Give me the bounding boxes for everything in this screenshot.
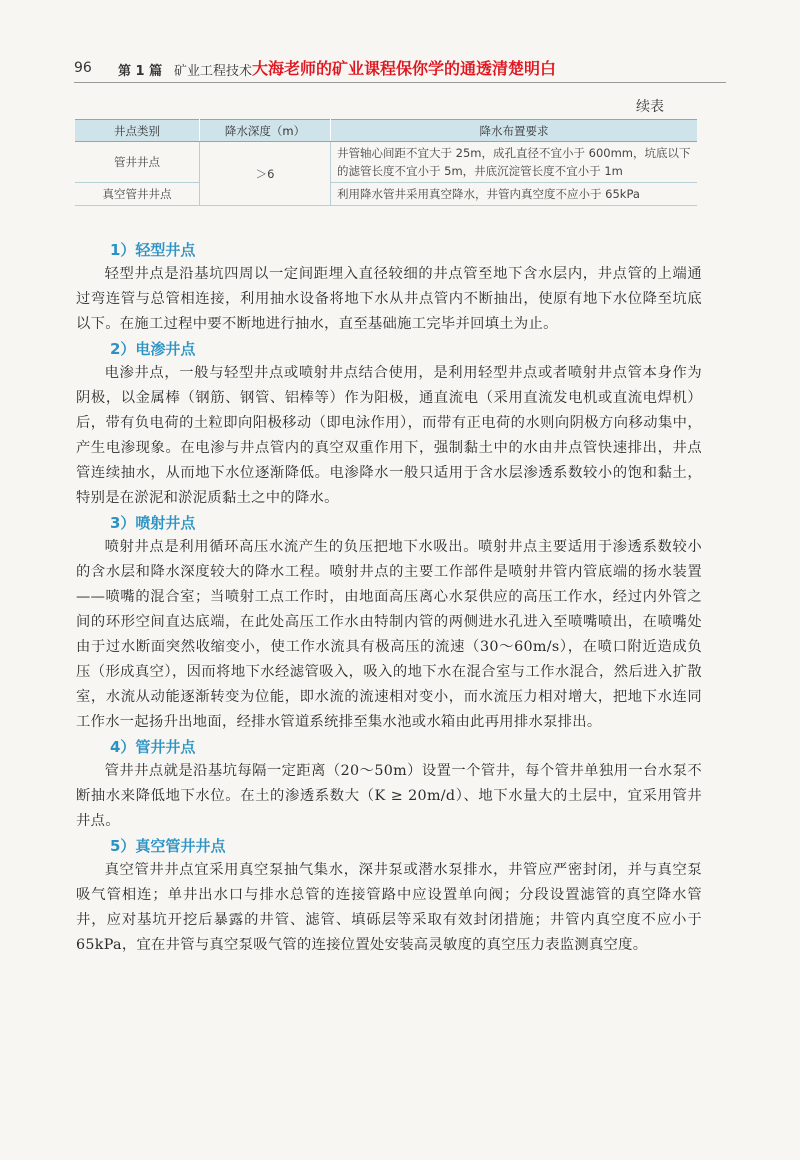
table-cell: 井管轴心间距不宜大于 25m，成孔直径不宜小于 600mm，坑底以下的滤管长度不宜小于 5m，井底沉淀管长度不宜小于 1m bbox=[331, 142, 698, 183]
section-heading: 3）喷射井点 bbox=[110, 514, 196, 532]
dewatering-table bbox=[75, 119, 697, 206]
body-content bbox=[76, 238, 702, 958]
column-header: 井点类别 bbox=[75, 120, 200, 142]
page-number: 96 bbox=[74, 60, 92, 76]
overlay-caption: 大海老师的矿业课程保你学的通透清楚明白 bbox=[252, 59, 557, 78]
running-header bbox=[74, 56, 726, 80]
section-paragraph: 喷射井点是利用循环高压水流产生的负压把地下水吸出。喷射井点主要适用于渗透系数较小的含水层和降水深度较大的降水工程。喷射井点的主要工作部件是喷射井管内管底端的扬水装置——喷嘴的混合室；当喷射工点工作时，由地面高压离心水泵供应的高压工作水，经过内外管之间的环形空间直达底端，在此处高压工作水由特制内管的两侧进水孔进入至喷嘴喷出，在喷嘴处由于过水断面突然收缩变小，使工作水流具有极高压的流速（30～60m/s），在喷口附近造成负压（形成真空），因而将地下水经滤管吸入，吸入的地下水在混合室与工作水混合，然后进入扩散室，水流从动能逐渐转变为位能，即水流的流速相对变小，而水流压力相对增大，把地下水连同工作水一起扬升出地面，经排水管道系统排至集水池或水箱由此再用排水泵排出。 bbox=[76, 539, 702, 730]
table-caption: 续表 bbox=[636, 99, 664, 115]
table-row bbox=[75, 183, 697, 206]
section-paragraph: 电渗井点，一般与轻型井点或喷射井点结合使用，是利用轻型井点或者喷射井点管本身作为阴极，以金属棒（钢筋、钢管、铝棒等）作为阳极，通直流电（采用直流发电机或直流电焊机）后，带有负电荷的土粒即向阳极移动（即电泳作用），而带有正电荷的水则向阴极方向移动集中，产生电渗现象。在电渗与井点管内的真空双重作用下，强制黏土中的水由井点管快速排出，井点管连续抽水，从而地下水位逐渐降低。电渗降水一般只适用于含水层渗透系数较小的饱和黏土，特别是在淤泥和淤泥质黏土之中的降水。 bbox=[76, 365, 702, 506]
section-paragraph: 真空管井井点宜采用真空泵抽气集水，深井泵或潜水泵排水，井管应严密封闭，并与真空泵吸气管相连；单井出水口与排水总管的连接管路中应设置单向阀；分段设置滤管的真空降水管井，应对基坑开挖后暴露的井管、滤管、填砾层等采取有效封闭措施；井管内真空度不应小于 65kPa，宜在井管与真空泵吸气管的连接位置处安装高灵敏度的真空压力表监测真空度。 bbox=[76, 862, 702, 953]
table-cell: 管井井点 bbox=[75, 142, 200, 183]
section-heading: 5）真空管井井点 bbox=[110, 837, 226, 855]
header-rule bbox=[74, 82, 726, 83]
column-header: 降水深度（m） bbox=[200, 120, 331, 142]
part-label: 第 1 篇 bbox=[118, 64, 163, 79]
section-heading: 2）电渗井点 bbox=[110, 340, 196, 358]
section-heading: 4）管井井点 bbox=[110, 738, 196, 756]
section-paragraph: 管井井点就是沿基坑每隔一定距离（20～50m）设置一个管井，每个管井单独用一台水泵不断抽水来降低地下水位。在土的渗透系数大（K ≥ 20m/d）、地下水量大的土层中，宜采用管井井点。 bbox=[76, 763, 702, 829]
table-cell: 真空管井井点 bbox=[75, 183, 200, 206]
table-cell: 利用降水管井采用真空降水，井管内真空度不应小于 65kPa bbox=[331, 183, 698, 206]
table-row bbox=[75, 142, 697, 183]
section-paragraph: 轻型井点是沿基坑四周以一定间距埋入直径较细的井点管至地下含水层内，井点管的上端通过弯连管与总管相连接，利用抽水设备将地下水从井点管内不断抽出，使原有地下水位降至坑底以下。在施工过程中要不断地进行抽水，直至基础施工完毕并回填土为止。 bbox=[76, 266, 702, 332]
table-cell: ＞6 bbox=[200, 142, 331, 206]
section-heading: 1）轻型井点 bbox=[110, 241, 196, 259]
table-header-row bbox=[75, 120, 697, 142]
section-label: 矿业工程技术 bbox=[174, 64, 253, 79]
column-header: 降水布置要求 bbox=[331, 120, 698, 142]
